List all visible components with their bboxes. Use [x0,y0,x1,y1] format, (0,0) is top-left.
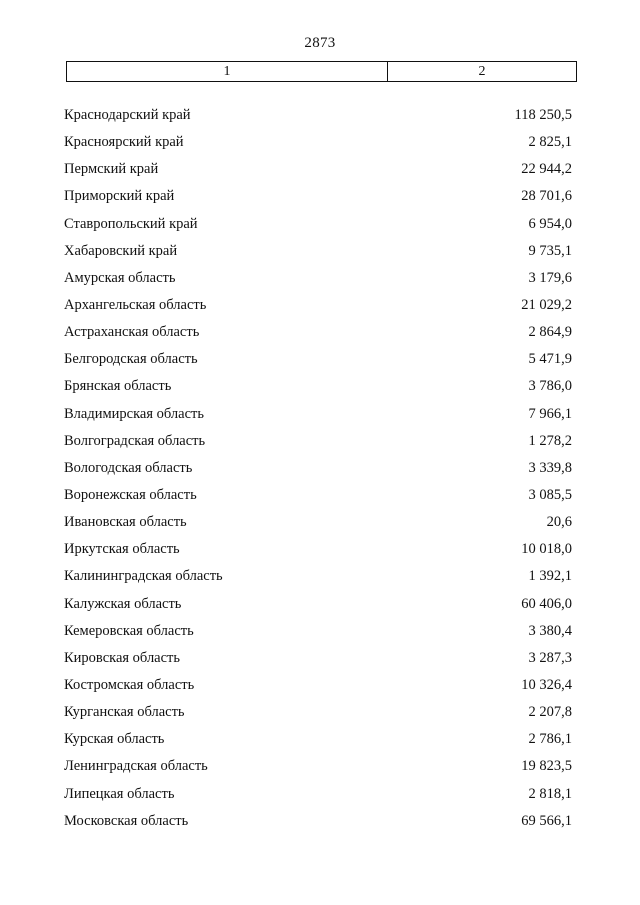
region-name: Краснодарский край [64,107,191,123]
region-value: 9 735,1 [528,242,572,259]
region-value: 2 864,9 [528,324,572,341]
table-row [0,784,640,811]
region-name: Калининградская область [64,568,223,585]
region-name: Курская область [64,731,165,748]
table-row [0,186,640,213]
table-row [0,322,640,349]
table-row [0,512,640,539]
region-value: 2 818,1 [528,785,572,802]
table-row [0,458,640,485]
table-row [0,431,640,458]
table-row [0,729,640,756]
region-name: Иркутская область [64,541,180,558]
table-row [0,132,640,159]
region-name: Приморский край [64,188,175,205]
region-value: 10 018,0 [521,541,572,558]
region-value: 1 278,2 [528,432,572,449]
table-row [0,539,640,566]
table-row [0,214,640,241]
region-value: 69 566,1 [521,812,572,829]
table-row [0,811,640,838]
table-row [0,268,640,295]
table-row [0,648,640,675]
column-header-2: 2 [478,64,486,79]
region-value: 21 029,2 [521,296,572,313]
region-value: 3 786,0 [528,378,572,395]
region-name: Брянская область [64,378,172,395]
region-name: Кировская область [64,649,181,666]
region-value: 118 250,5 [514,107,572,123]
table-row [0,241,640,268]
region-name: Ивановская область [64,514,187,531]
table-row [0,295,640,322]
table-row [0,594,640,621]
table-row [0,105,640,132]
region-value: 2 825,1 [528,134,572,151]
region-value: 1 392,1 [528,568,572,585]
table-row [0,702,640,729]
region-table-body [0,105,640,838]
region-name: Вологодская область [64,459,193,476]
column-header-table [66,61,577,82]
region-value: 22 944,2 [521,161,572,178]
table-row [0,159,640,186]
region-value: 7 966,1 [528,405,572,422]
region-value: 3 085,5 [528,486,572,503]
region-value: 5 471,9 [528,351,572,368]
region-name: Астраханская область [64,324,200,341]
region-name: Калужская область [64,595,182,612]
table-row [0,675,640,702]
region-value: 60 406,0 [521,595,572,612]
region-value: 3 380,4 [528,622,572,639]
region-value: 28 701,6 [521,188,572,205]
region-name: Воронежская область [64,486,197,503]
region-name: Волгоградская область [64,432,206,449]
region-name: Красноярский край [64,134,184,151]
region-name: Хабаровский край [64,242,178,259]
table-row [0,566,640,593]
region-name: Костромская область [64,676,195,693]
region-value: 3 287,3 [528,649,572,666]
region-name: Пермский край [64,161,159,178]
table-row [0,349,640,376]
region-name: Ленинградская область [64,758,208,775]
region-name: Московская область [64,812,189,829]
region-value: 6 954,0 [528,215,572,232]
table-row [0,621,640,648]
region-value: 2 786,1 [528,731,572,748]
region-value: 10 326,4 [521,676,572,693]
page-number: 2873 [304,35,336,51]
region-name: Курганская область [64,704,185,721]
region-name: Белгородская область [64,351,198,368]
region-name: Амурская область [64,269,176,286]
region-name: Кемеровская область [64,622,194,639]
region-value: 19 823,5 [521,758,572,775]
table-row [0,756,640,783]
region-value: 3 339,8 [528,459,572,476]
region-name: Владимирская область [64,405,204,422]
table-row [0,485,640,512]
region-name: Архангельская область [64,296,207,313]
region-name: Липецкая область [64,785,175,802]
region-name: Ставропольский край [64,215,198,232]
table-row [0,376,640,403]
region-value: 20,6 [546,514,572,531]
region-value: 3 179,6 [528,269,572,286]
column-header-1: 1 [67,62,388,81]
table-row [0,404,640,431]
region-value: 2 207,8 [528,704,572,721]
